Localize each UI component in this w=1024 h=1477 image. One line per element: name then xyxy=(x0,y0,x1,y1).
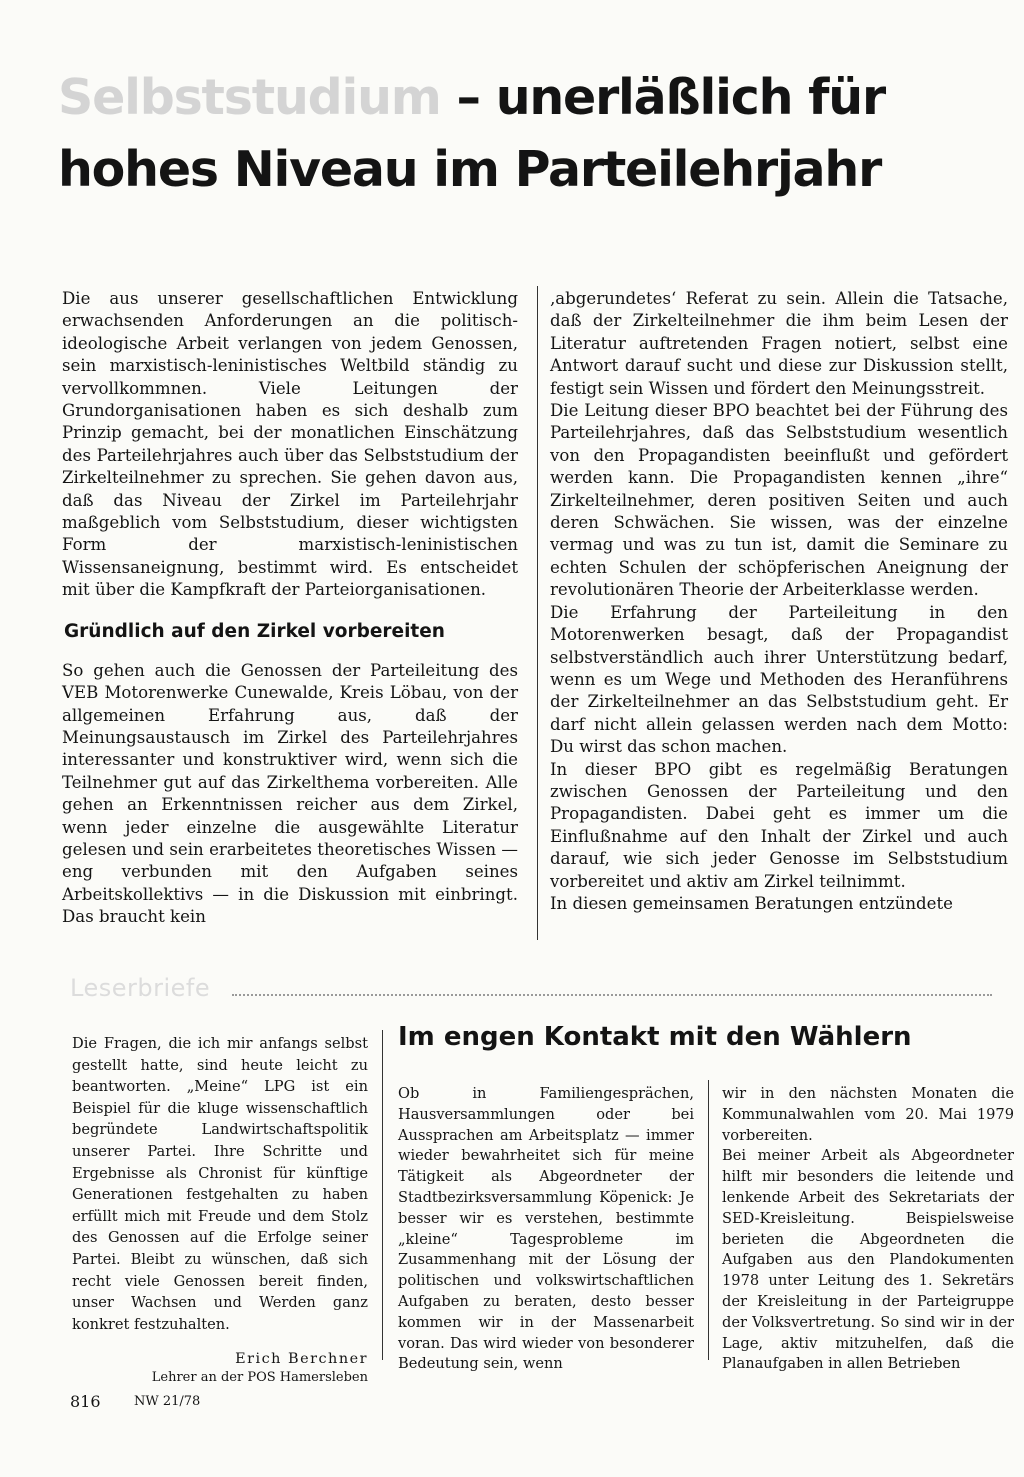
article1-subheading: Gründlich auf den Zirkel vorbereiten xyxy=(64,620,445,642)
article2-col1-paragraph: Ob in Familiengesprächen, Hausversammlungen oder bei Aussprachen am Arbeitsplatz — immer wieder bewahrheitet sich für meine Tätigkeit als Abgeordneter der Stadtbezirksversammlung Köpenick: Je besser wir es verstehen, bestimmte „kleine“ Tagesprobleme im Zusammenhang mit der Lösung der politischen und volkswirtschaftlichen Aufgaben zu beraten, desto besser kommen wir in der Massenarbeit voran. Das wird wieder von besonderer Bedeutung sein, wenn xyxy=(398,1085,694,1373)
article1-col2-paragraph: Die Erfahrung der Parteileitung in den Motorenwerken besagt, daß der Propagandist selbstverständlich auch ihrer Unterstützung bedarf, wenn es um Wege und Methoden des Heranführens der Zirkelteilnehmer an das Selbststudium geht. Er darf nicht allein gelassen werden nach dem Motto: Du wirst das schon machen. xyxy=(550,602,1008,757)
article1-intro-paragraph: Die aus unserer gesellschaftlichen Entwicklung erwachsenden Anforderungen an die politisch-ideologische Arbeit verlangen von jedem Genossen, sein marxistisch-leninistisches Weltbild ständig zu vervollkommnen. Viele Leitungen der Grundorganisationen haben es sich deshalb zum Prinzip gemacht, bei der monatlichen Einschätzung des Parteilehrjahres auch über das Selbststudium der Zirkelteilnehmer zu sprechen. Sie gehen davon aus, daß das Niveau der Zirkel im Parteilehrjahr maßgeblich vom Selbststudium, dieser wichtigsten Form der marxistisch-leninistischen Wissensaneignung, bestimmt wird. Es entscheidet mit über die Kampfkraft der Parteiorganisationen. xyxy=(62,289,518,600)
article2-col2-paragraph: wir in den nächsten Monaten die Kommunalwahlen vom 20. Mai 1979 vorbereiten. xyxy=(722,1085,1014,1144)
article2-title: Im engen Kontakt mit den Wählern xyxy=(398,1022,912,1052)
page-number: 816 xyxy=(70,1392,101,1411)
issue-label: NW 21/78 xyxy=(134,1394,201,1409)
letter-author-role: Lehrer an der POS Hamersleben xyxy=(151,1370,368,1386)
article2-column1 xyxy=(398,1084,694,1375)
article2-col2-paragraph: Bei meiner Arbeit als Abgeordneter hilft mir besonders die leitende und lenkende Arbeit des Sekretariats der SED-Kreisleitung. Beispielsweise berieten die Abgeordneten die Aufgaben aus den Plandokumenten 1978 unter Leitung des 1. Sekretärs der Kreisleitung in der Parteigruppe der Volksvertretung. So sind wir in der Lage, aktiv mitzuhelfen, daß die Planaufgaben in allen Betrieben xyxy=(722,1147,1014,1373)
letter-text: Die Fragen, die ich mir anfangs selbst gestellt hatte, sind heute leicht zu beantworten. „Meine“ LPG ist ein Beispiel für die kluge wissenschaftlich begründete Landwirtschaftspolitik unserer Partei. Ihre Schritte und Ergebnisse als Chronist für künftige Generationen festgehalten zu haben erfüllt mich mit Freude und dem Stolz des Genossen auf die Erfolge seiner Partei. Bleibt zu wünschen, daß sich recht viele Genossen bereit finden, unser Wachsen und Werden ganz konkret festzuhalten. xyxy=(72,1035,368,1333)
section-divider xyxy=(232,994,992,996)
article1-col2-paragraph: ‚abgerundetes‘ Referat zu sein. Allein die Tatsache, daß der Zirkelteilnehmer die ihm beim Lesen der Literatur auftretenden Fragen notiert, selbst eine Antwort darauf sucht und diese zur Diskussion stellt, festigt sein Wissen und fördert den Meinungsstreit. xyxy=(550,289,1008,398)
reader-letter xyxy=(72,1033,368,1387)
column-divider xyxy=(382,1030,383,1360)
column-divider xyxy=(708,1080,709,1360)
headline-faded-word: Selbststudium xyxy=(58,69,441,126)
article1-body-paragraph: So gehen auch die Genossen der Parteileitung des VEB Motorenwerke Cunewalde, Kreis Löbau, von der allgemeinen Erfahrung aus, daß der Meinungsaustausch im Zirkel des Parteilehrjahres interessanter und konstruktiver wird, wenn sich die Teilnehmer gut auf das Zirkelthema vorbereiten. Alle gehen an Erkenntnissen reicher aus dem Zirkel, wenn jeder einzelne die ausgewählte Literatur gelesen und sein erarbeitetes theoretisches Wissen — eng verbunden mit den Aufgaben seines Arbeitskollektivs — in die Diskussion mit einbringt. Das braucht kein xyxy=(62,660,518,927)
letter-author: Erich Berchner xyxy=(235,1351,368,1368)
article1-col2-paragraph: Die Leitung dieser BPO beachtet bei der Führung des Parteilehrjahres, daß das Selbststudium wesentlich von den Propagandisten beeinflußt und gefördert werden kann. Die Propagandisten kennen „ihre“ Zirkelteilnehmer, deren positiven Seiten und auch deren Schwächen. Sie wissen, was der einzelne vermag und was zu tun ist, damit die Seminare zu echten Schulen der schöpferischen Aneignung der revolutionären Theorie der Arbeiterklasse werden. xyxy=(550,401,1008,600)
headline-line2: hohes Niveau im Parteilehrjahr xyxy=(58,141,882,198)
article-headline xyxy=(58,62,958,206)
column-divider xyxy=(537,286,538,940)
article1-col2-paragraph: In dieser BPO gibt es regelmäßig Beratungen zwischen Genossen der Parteileitung und den Propagandisten. Dabei geht es immer um die Einflußnahme auf den Inhalt der Zirkel und auch darauf, wie sich jeder Genosse im Selbststudium vorbereitet und aktiv am Zirkel teilnimmt. xyxy=(550,759,1008,891)
headline-part1: – unerläßlich für xyxy=(440,69,885,126)
article1-column1 xyxy=(62,288,518,929)
article2-column2 xyxy=(722,1084,1014,1375)
article1-col2-paragraph: In diesen gemeinsamen Beratungen entzündete xyxy=(550,893,953,913)
article1-column2 xyxy=(550,288,1008,915)
section-label-leserbriefe: Leserbriefe xyxy=(70,974,211,1002)
